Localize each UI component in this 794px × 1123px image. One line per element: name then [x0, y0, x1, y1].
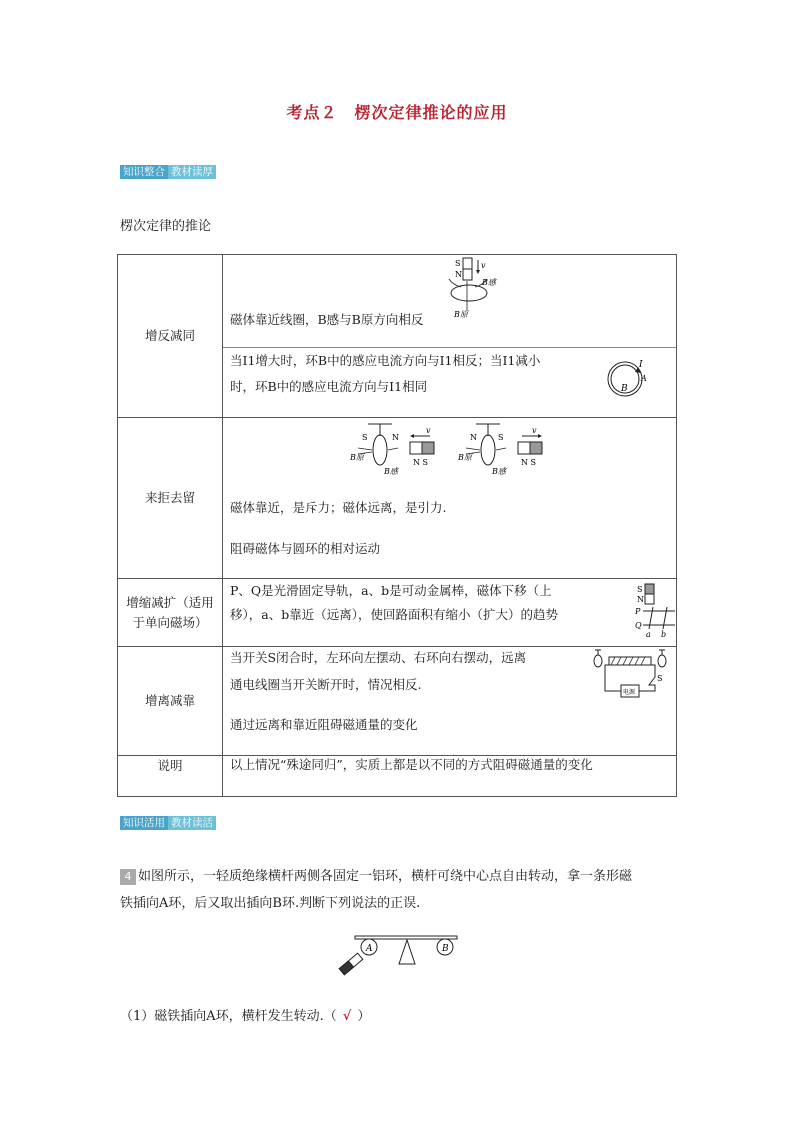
table-row [118, 579, 677, 647]
svg-text:N: N [392, 433, 399, 442]
table-row [118, 418, 677, 579]
svg-text:B原: B原 [350, 453, 364, 462]
svg-text:N: N [637, 595, 644, 604]
svg-text:S: S [637, 585, 643, 594]
row-text: 当开关S闭合时，左环向左摆动、右环向右摆动，远离 [230, 650, 527, 665]
row-label: 增离减靠 [118, 647, 223, 756]
repel-attract-diagram [348, 420, 558, 478]
section-tag-knowledge [120, 165, 216, 179]
svg-text:S: S [657, 674, 663, 683]
row-text: 磁体靠近，是斥力；磁体远离，是引力. [230, 500, 447, 515]
row-content [223, 647, 677, 756]
svg-text:P: P [635, 607, 641, 616]
svg-text:电源: 电源 [623, 689, 636, 696]
question-number: 4 [120, 869, 136, 885]
statement: （1）磁铁插向A环，横杆发生转动.（ √ ） [120, 1009, 371, 1024]
solenoid-diagram [585, 647, 675, 709]
statement-text: （1）磁铁插向A环，横杆发生转动.（ [120, 1009, 337, 1024]
svg-text:B原: B原 [458, 453, 472, 462]
svg-text:Q: Q [635, 621, 642, 630]
svg-text:N S: N S [521, 458, 537, 467]
svg-text:S: S [362, 433, 368, 442]
svg-text:B感: B感 [384, 467, 398, 476]
question [120, 863, 690, 917]
row-label: 于单向磁场） [132, 614, 208, 630]
row-content [223, 418, 677, 579]
page-title: 考点２ 楞次定律推论的应用 [286, 103, 508, 122]
ring-b-label: B [621, 384, 628, 394]
row-content [223, 756, 677, 797]
tag-label: 知识整合 [120, 165, 168, 179]
row-text: 移），a、b靠近（远离），使回路面积有缩小（扩大）的趋势 [230, 607, 558, 622]
tag-sublabel: 教材读活 [168, 816, 216, 830]
section-tag-practice [120, 816, 216, 830]
row-text: 当I1增大时，环B中的感应电流方向与I1相反；当I1减小 [230, 353, 541, 368]
row-label: 增缩减扩（适用 [126, 594, 214, 610]
svg-text:N S: N S [413, 458, 429, 467]
current-label: I [639, 360, 643, 370]
ring-a-label: A [641, 374, 647, 383]
svg-text:b: b [661, 630, 667, 637]
magnet-coil-diagram [441, 255, 511, 327]
table-row [118, 255, 677, 418]
row-content [223, 579, 677, 647]
lever-rings-figure [335, 932, 465, 978]
b-original-label: B原 [454, 310, 468, 319]
section-subtitle: 楞次定律的推论 [120, 219, 212, 234]
ring-current-diagram [603, 355, 653, 401]
question-text: 如图所示，一轻质绝缘横杆两侧各固定一铝环，横杆可绕中心点自由转动，拿一条形磁 [138, 869, 633, 884]
tag-label: 知识活用 [120, 816, 168, 830]
row-label: 增反减同 [118, 255, 223, 418]
inference-table [117, 254, 677, 797]
row-text: 通电线圈当开关断开时，情况相反. [230, 677, 422, 692]
table-row [118, 647, 677, 756]
answer-check: √ [342, 1009, 352, 1024]
row-text: P、Q是光滑固定导轨，a、b是可动金属棒，磁体下移（上 [230, 583, 552, 598]
svg-text:N: N [470, 433, 477, 442]
svg-text:v: v [532, 426, 537, 435]
pole-n: N [455, 270, 462, 279]
svg-text:a: a [646, 630, 651, 637]
row-label: 来拒去留 [118, 418, 223, 579]
rails-diagram [635, 581, 677, 637]
question-text: 铁插向A环，后又取出插向B环.判断下列说法的正误. [120, 896, 421, 911]
table-row [118, 756, 677, 797]
svg-text:v: v [426, 426, 431, 435]
row-label: 说明 [118, 756, 223, 797]
pole-s: S [455, 259, 461, 268]
tag-sublabel: 教材读厚 [168, 165, 216, 179]
velocity-label: v [481, 261, 486, 270]
row-text: 阻碍磁体与圆环的相对运动 [230, 541, 381, 556]
row-text: 时，环B中的感应电流方向与I1相同 [230, 379, 428, 394]
svg-text:S: S [498, 433, 504, 442]
b-induced-label: B感 [482, 278, 496, 287]
row-text: 通过远离和靠近阻碍磁通量的变化 [230, 717, 418, 732]
row-text: 以上情况“殊途同归”，实质上都是以不同的方式阻碍磁通量的变化 [230, 757, 593, 772]
svg-text:A: A [366, 944, 373, 954]
row-text: 磁体靠近线圈，B感与B原方向相反 [230, 312, 424, 327]
svg-text:B感: B感 [492, 467, 506, 476]
row-content [223, 255, 677, 418]
svg-text:B: B [442, 944, 449, 954]
